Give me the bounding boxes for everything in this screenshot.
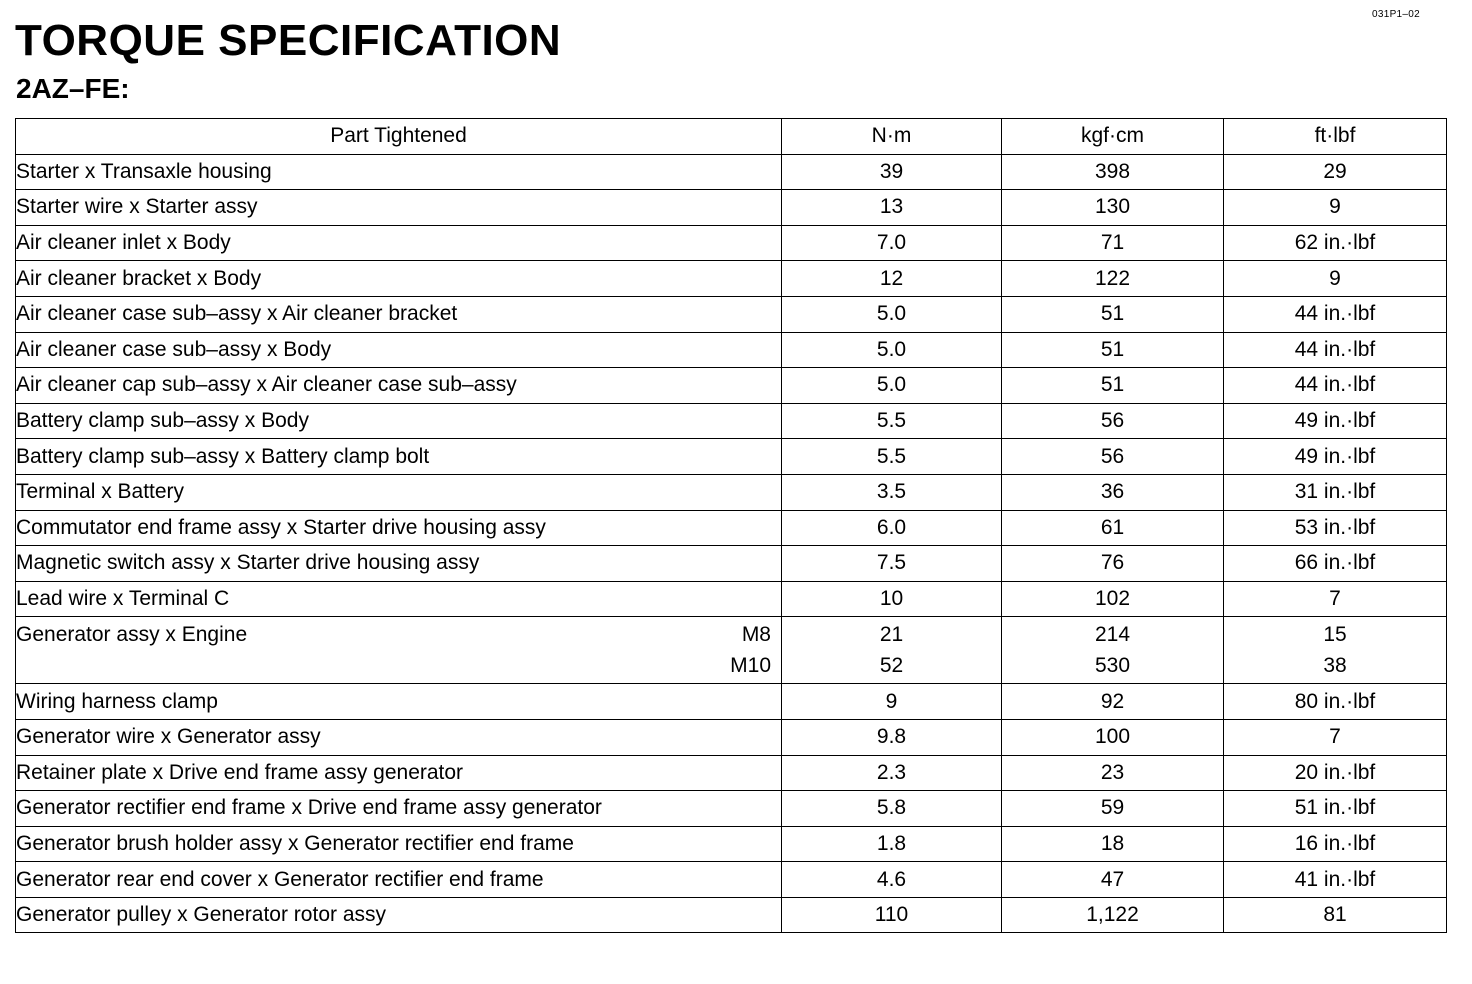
- kgfcm-value-cell: 92: [1002, 684, 1224, 720]
- table-row: [16, 296, 1447, 332]
- ftlbf-value-cell: 81: [1224, 897, 1447, 933]
- header-nm: N·m: [782, 119, 1002, 155]
- nm-value-cell: 5.0: [782, 368, 1002, 404]
- kgfcm-value-cell: 51: [1002, 296, 1224, 332]
- part-tightened-cell: Starter wire x Starter assy: [16, 190, 782, 226]
- ftlbf-value-cell: 7: [1224, 719, 1447, 755]
- table-header-row: [16, 119, 1447, 155]
- table-row: [16, 546, 1447, 582]
- header-part-tightened: Part Tightened: [16, 119, 782, 155]
- kgfcm-value-cell: 23: [1002, 755, 1224, 791]
- kgfcm-value-cell: 1,122: [1002, 897, 1224, 933]
- table-row: [16, 581, 1447, 617]
- part-tightened-cell: Air cleaner cap sub–assy x Air cleaner case sub–assy: [16, 368, 782, 404]
- m8-ftlbf-value: 15: [1323, 623, 1347, 647]
- part-tightened-cell: Generator rear end cover x Generator rectifier end frame: [16, 862, 782, 898]
- kgfcm-value-cell: 47: [1002, 862, 1224, 898]
- part-tightened-cell: Air cleaner inlet x Body: [16, 225, 782, 261]
- kgfcm-value-cell: 51: [1002, 368, 1224, 404]
- ftlbf-value-cell: 53 in.·lbf: [1224, 510, 1447, 546]
- nm-value-cell: 5.0: [782, 296, 1002, 332]
- nm-value-cell: 7.5: [782, 546, 1002, 582]
- table-body: [16, 154, 1447, 933]
- nm-value-cell: 9: [782, 684, 1002, 720]
- kgfcm-value-cell: 122: [1002, 261, 1224, 297]
- table-row: [16, 719, 1447, 755]
- kgfcm-value-cell: [1002, 617, 1224, 684]
- nm-value-cell: 10: [782, 581, 1002, 617]
- part-tightened-cell: Battery clamp sub–assy x Body: [16, 403, 782, 439]
- table-row: [16, 225, 1447, 261]
- ftlbf-value-cell: 31 in.·lbf: [1224, 474, 1447, 510]
- table-row: [16, 332, 1447, 368]
- nm-value-cell: 5.5: [782, 403, 1002, 439]
- table-row: [16, 510, 1447, 546]
- part-tightened-cell: Retainer plate x Drive end frame assy generator: [16, 755, 782, 791]
- m10-ftlbf-value: 38: [1323, 654, 1347, 678]
- generator-engine-part-label: Generator assy x Engine: [16, 623, 248, 647]
- kgfcm-value-cell: 59: [1002, 791, 1224, 827]
- ftlbf-value-cell: 9: [1224, 190, 1447, 226]
- table-row: [16, 684, 1447, 720]
- m8-nm-value: 21: [879, 623, 904, 647]
- part-tightened-cell: Terminal x Battery: [16, 474, 782, 510]
- kgfcm-value-cell: 18: [1002, 826, 1224, 862]
- ftlbf-value-cell: 44 in.·lbf: [1224, 368, 1447, 404]
- table-row: [16, 897, 1447, 933]
- m8-kgfcm-value: 214: [1094, 623, 1131, 647]
- kgfcm-value-cell: 76: [1002, 546, 1224, 582]
- table-row: [16, 261, 1447, 297]
- part-tightened-cell: Air cleaner bracket x Body: [16, 261, 782, 297]
- nm-value-cell: 6.0: [782, 510, 1002, 546]
- ftlbf-value-cell: 7: [1224, 581, 1447, 617]
- ftlbf-value-cell: 20 in.·lbf: [1224, 755, 1447, 791]
- nm-value-cell: 3.5: [782, 474, 1002, 510]
- nm-value-cell: 5.5: [782, 439, 1002, 475]
- ftlbf-value-cell: 49 in.·lbf: [1224, 403, 1447, 439]
- part-tightened-cell: Generator wire x Generator assy: [16, 719, 782, 755]
- table-row: [16, 403, 1447, 439]
- document-reference-code: 031P1–02: [1372, 9, 1421, 20]
- bolt-size-m8: M8: [741, 623, 771, 647]
- table-row: [16, 439, 1447, 475]
- kgfcm-value-cell: 61: [1002, 510, 1224, 546]
- table-row: [16, 862, 1447, 898]
- ftlbf-value-cell: 16 in.·lbf: [1224, 826, 1447, 862]
- part-tightened-cell: Generator brush holder assy x Generator rectifier end frame: [16, 826, 782, 862]
- nm-value-cell: 5.0: [782, 332, 1002, 368]
- engine-subtitle: 2AZ–FE:: [16, 73, 130, 104]
- kgfcm-value-cell: 100: [1002, 719, 1224, 755]
- ftlbf-value-cell: 62 in.·lbf: [1224, 225, 1447, 261]
- table-row: [16, 154, 1447, 190]
- ftlbf-value-cell: 29: [1224, 154, 1447, 190]
- part-tightened-cell: Generator pulley x Generator rotor assy: [16, 897, 782, 933]
- kgfcm-value-cell: 56: [1002, 403, 1224, 439]
- ftlbf-value-cell: 49 in.·lbf: [1224, 439, 1447, 475]
- nm-value-cell: 1.8: [782, 826, 1002, 862]
- ftlbf-value-cell: [1224, 617, 1447, 684]
- nm-value-cell: 9.8: [782, 719, 1002, 755]
- header-ftlbf: ft·lbf: [1224, 119, 1447, 155]
- part-tightened-cell: Air cleaner case sub–assy x Air cleaner bracket: [16, 296, 782, 332]
- table-row: [16, 368, 1447, 404]
- kgfcm-value-cell: 56: [1002, 439, 1224, 475]
- part-tightened-cell: Generator rectifier end frame x Drive end frame assy generator: [16, 791, 782, 827]
- ftlbf-value-cell: 80 in.·lbf: [1224, 684, 1447, 720]
- nm-value-cell: 5.8: [782, 791, 1002, 827]
- part-tightened-cell: Wiring harness clamp: [16, 684, 782, 720]
- table-row: [16, 791, 1447, 827]
- part-tightened-cell: Air cleaner case sub–assy x Body: [16, 332, 782, 368]
- kgfcm-value-cell: 398: [1002, 154, 1224, 190]
- nm-value-cell: 13: [782, 190, 1002, 226]
- nm-value-cell: 110: [782, 897, 1002, 933]
- ftlbf-value-cell: 44 in.·lbf: [1224, 296, 1447, 332]
- kgfcm-value-cell: 130: [1002, 190, 1224, 226]
- part-tightened-cell: [16, 617, 782, 684]
- table-row: [16, 474, 1447, 510]
- part-tightened-cell: Lead wire x Terminal C: [16, 581, 782, 617]
- table-row: [16, 826, 1447, 862]
- part-tightened-cell: Battery clamp sub–assy x Battery clamp bolt: [16, 439, 782, 475]
- nm-value-cell: 12: [782, 261, 1002, 297]
- kgfcm-value-cell: 102: [1002, 581, 1224, 617]
- table-row: [16, 755, 1447, 791]
- ftlbf-value-cell: 66 in.·lbf: [1224, 546, 1447, 582]
- kgfcm-value-cell: 36: [1002, 474, 1224, 510]
- table-row-generator-engine: [16, 617, 1447, 684]
- part-tightened-cell: Commutator end frame assy x Starter drive housing assy: [16, 510, 782, 546]
- ftlbf-value-cell: 51 in.·lbf: [1224, 791, 1447, 827]
- nm-value-cell: 7.0: [782, 225, 1002, 261]
- kgfcm-value-cell: 71: [1002, 225, 1224, 261]
- ftlbf-value-cell: 9: [1224, 261, 1447, 297]
- bolt-size-m10: M10: [730, 654, 771, 678]
- nm-value-cell: [782, 617, 1002, 684]
- page-title: TORQUE SPECIFICATION: [15, 16, 562, 65]
- table-row: [16, 190, 1447, 226]
- nm-value-cell: 4.6: [782, 862, 1002, 898]
- nm-value-cell: 2.3: [782, 755, 1002, 791]
- m10-nm-value: 52: [879, 654, 904, 678]
- kgfcm-value-cell: 51: [1002, 332, 1224, 368]
- header-kgfcm: kgf·cm: [1002, 119, 1224, 155]
- nm-value-cell: 39: [782, 154, 1002, 190]
- bolt-size-list: [730, 619, 771, 681]
- part-tightened-cell: Starter x Transaxle housing: [16, 154, 782, 190]
- part-tightened-cell: Magnetic switch assy x Starter drive housing assy: [16, 546, 782, 582]
- torque-spec-table: [15, 118, 1447, 933]
- ftlbf-value-cell: 44 in.·lbf: [1224, 332, 1447, 368]
- ftlbf-value-cell: 41 in.·lbf: [1224, 862, 1447, 898]
- m10-kgfcm-value: 530: [1094, 654, 1131, 678]
